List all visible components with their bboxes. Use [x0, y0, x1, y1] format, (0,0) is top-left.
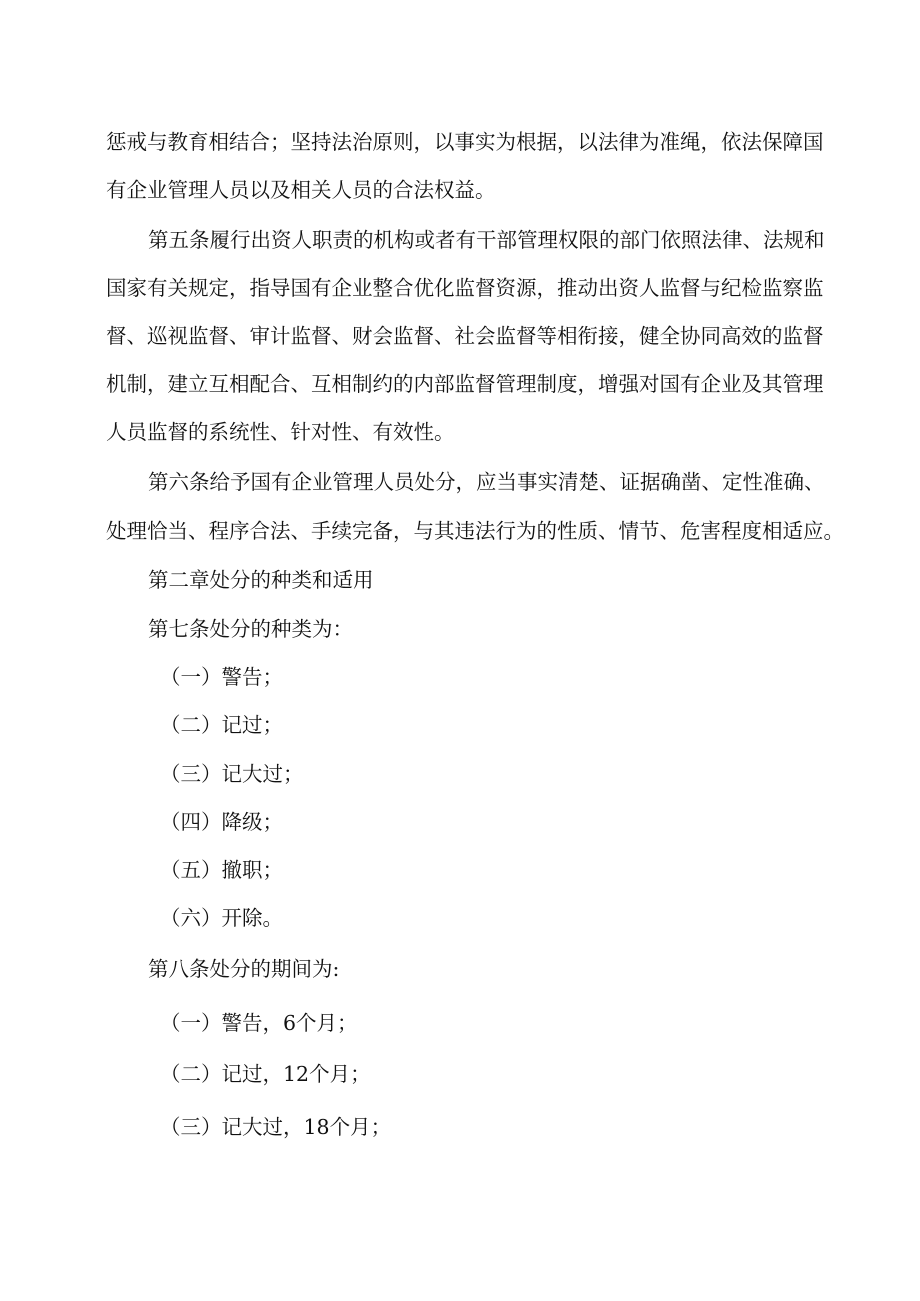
- list-item: （三）记大过，18个月；: [160, 1115, 392, 1139]
- text-line-3: 第五条履行出资人职责的机构或者有干部管理权限的部门依照法律、法规和: [148, 228, 825, 252]
- text-line-18: 第八条处分的期间为:: [148, 957, 340, 981]
- list-item: （六）开除。: [160, 906, 283, 930]
- text-line-9: 处理恰当、程序合法、手续完备，与其违法行为的性质、情节、危害程度相适应。: [106, 519, 844, 543]
- list-item: （三）记大过；: [160, 762, 304, 786]
- text-line-11: 第七条处分的种类为：: [148, 617, 353, 641]
- list-item: （二）记过；: [160, 713, 283, 737]
- list-item: （一）警告；: [160, 665, 283, 689]
- text-line-7: 人员监督的系统性、针对性、有效性。: [106, 420, 455, 444]
- list-item: （四）降级；: [160, 810, 283, 834]
- list-item: （一）警告，6个月；: [160, 1011, 358, 1035]
- text-line-1: 惩戒与教育相结合；坚持法治原则，以事实为根据，以法律为准绳，依法保障国: [106, 130, 824, 154]
- text-line-8: 第六条给予国有企业管理人员处分，应当事实清楚、证据确凿、定性准确、: [148, 470, 825, 494]
- list-item: （五）撤职；: [160, 858, 283, 882]
- text-line-6: 机制，建立互相配合、互相制约的内部监督管理制度，增强对国有企业及其管理: [106, 372, 824, 396]
- list-item: （二）记过，12个月；: [160, 1062, 371, 1086]
- text-line-2: 有企业管理人员以及相关人员的合法权益。: [106, 178, 496, 202]
- text-line-5: 督、巡视监督、审计监督、财会监督、社会监督等相衔接，健全协同高效的监督: [106, 324, 824, 348]
- chapter-heading: 第二章处分的种类和适用: [148, 568, 374, 592]
- text-line-4: 国家有关规定，指导国有企业整合优化监督资源，推动出资人监督与纪检监察监: [106, 276, 824, 300]
